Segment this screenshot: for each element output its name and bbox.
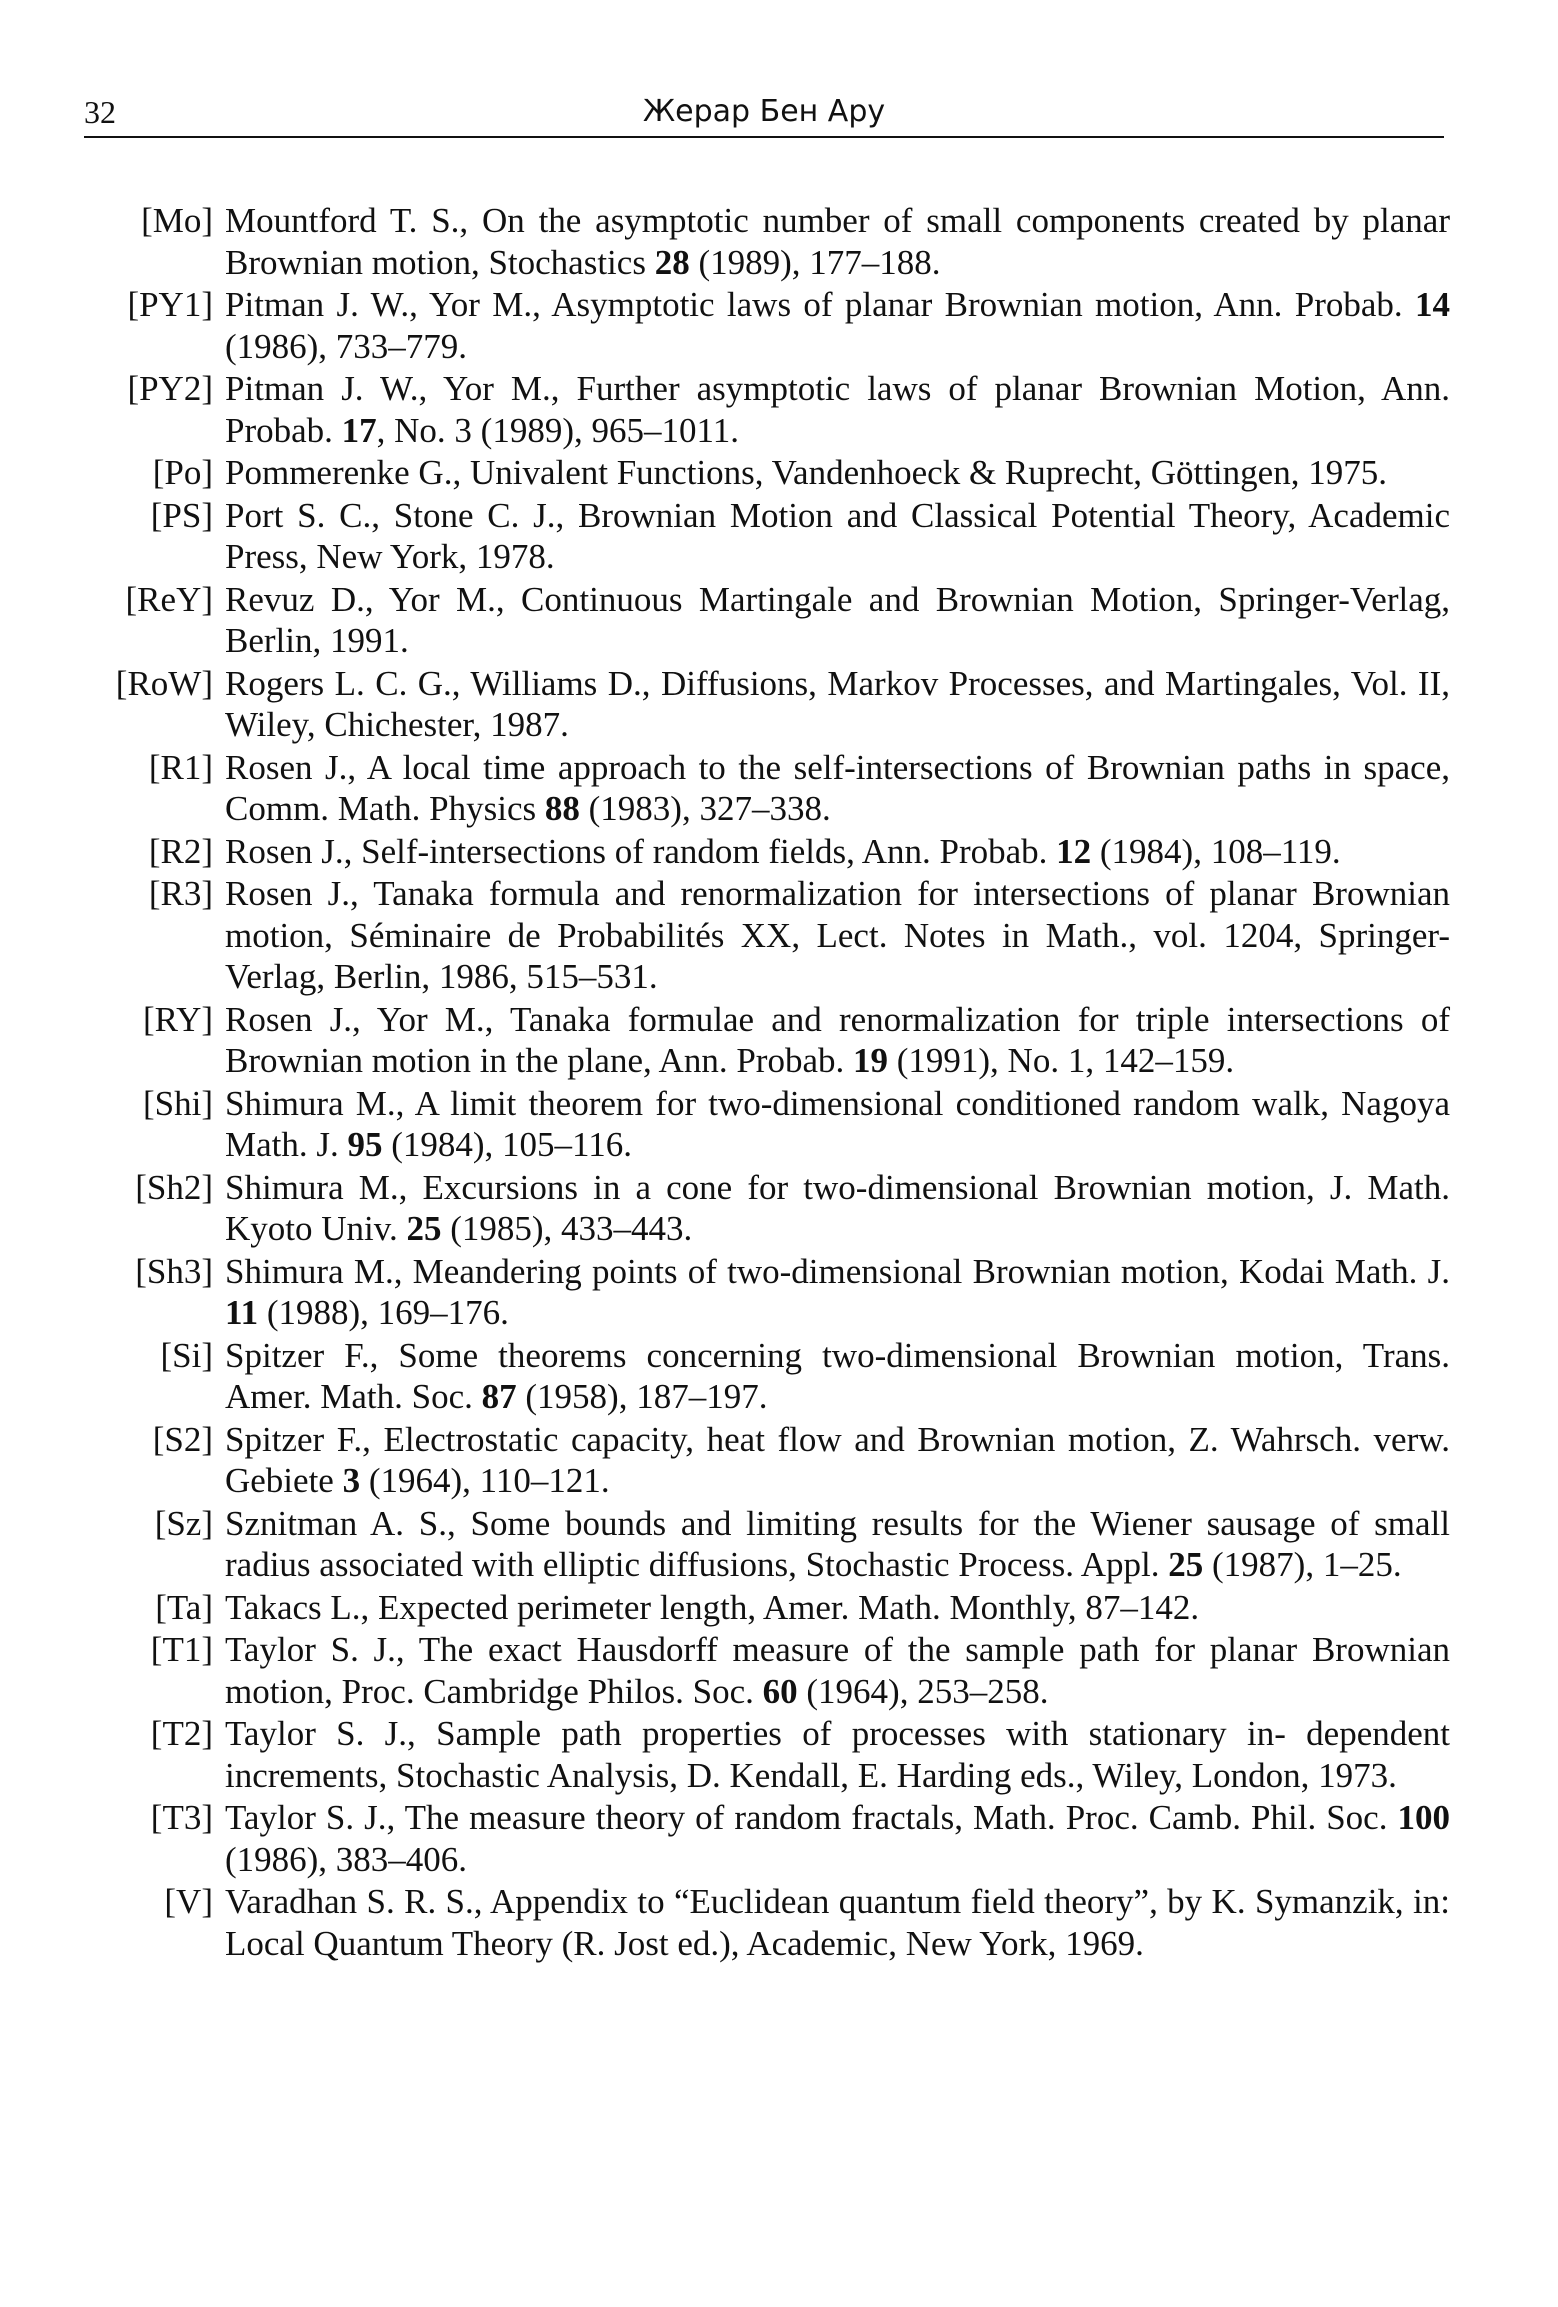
reference-key: [Ta] <box>155 1587 213 1627</box>
reference-text: Pitman J. W., Yor M., Asymptotic laws of planar Brownian motion, Ann. Probab. 14 (1986), 733–779. <box>225 285 1450 366</box>
reference-entry <box>100 1167 1450 1250</box>
reference-key: [Sh2] <box>135 1167 213 1207</box>
reference-key: [PS] <box>150 495 213 535</box>
reference-key: [PY2] <box>127 369 213 408</box>
reference-text: Rosen J., Tanaka formula and renormalization for intersections of planar Brownian motion, Séminaire de Probabilités XX, Lect. Notes in Math., vol. 1204, Springer-Verlag, Berlin, 1986, 515–531. <box>225 874 1450 996</box>
reference-entry <box>100 873 1450 998</box>
reference-entry <box>100 1335 1450 1418</box>
reference-text: Rosen J., A local time approach to the self-intersections of Brownian paths in space, Comm. Math. Physics 88 (1983), 327–338. <box>225 747 1450 828</box>
reference-entry <box>100 1881 1450 1964</box>
reference-entry <box>100 579 1450 662</box>
reference-list <box>100 200 1450 1965</box>
page-header <box>84 92 1444 138</box>
reference-entry <box>100 1083 1450 1166</box>
volume-number: 25 <box>406 1209 442 1248</box>
volume-number: 100 <box>1397 1798 1450 1837</box>
reference-entry <box>100 831 1450 873</box>
reference-key: [Sz] <box>154 1503 213 1543</box>
reference-key: [Si] <box>160 1335 213 1375</box>
reference-text: Spitzer F., Some theorems concerning two-dimensional Brownian motion, Trans. Amer. Math. Soc. 87 (1958), 187–197. <box>225 1335 1450 1416</box>
reference-text: Pommerenke G., Univalent Functions, Vandenhoeck & Ruprecht, Göttingen, 1975. <box>225 453 1387 492</box>
reference-key: [RY] <box>143 999 213 1039</box>
volume-number: 12 <box>1056 831 1092 871</box>
reference-key: [V] <box>164 1882 213 1921</box>
reference-entry <box>100 1629 1450 1712</box>
reference-text: Taylor S. J., The exact Hausdorff measure of the sample path for planar Brownian motion, Proc. Cambridge Philos. Soc. 60 (1964), 253–258. <box>225 1630 1450 1711</box>
reference-entry <box>100 1419 1450 1502</box>
reference-entry <box>100 747 1450 830</box>
reference-key: [Mo] <box>141 201 213 240</box>
reference-text: Rosen J., Self-intersections of random fields, Ann. Probab. 12 (1984), 108–119. <box>225 831 1341 871</box>
reference-entry <box>100 284 1450 367</box>
reference-text: Rogers L. C. G., Williams D., Diffusions, Markov Processes, and Martingales, Vol. II, Wiley, Chichester, 1987. <box>225 663 1450 744</box>
reference-entry <box>100 495 1450 578</box>
reference-key: [R1] <box>148 747 213 787</box>
reference-text: Revuz D., Yor M., Continuous Martingale and Brownian Motion, Springer-Verlag, Berlin, 1991. <box>225 579 1450 660</box>
reference-key: [RoW] <box>115 663 213 703</box>
reference-entry <box>100 1797 1450 1880</box>
reference-text: Shimura M., Meandering points of two-dimensional Brownian motion, Kodai Math. J. 11 (1988), 169–176. <box>225 1251 1450 1332</box>
reference-text: Shimura M., Excursions in a cone for two-dimensional Brownian motion, J. Math. Kyoto Univ. 25 (1985), 433–443. <box>225 1167 1450 1248</box>
page-number: 32 <box>84 94 116 130</box>
reference-entry <box>100 452 1450 494</box>
reference-key: [PY1] <box>127 285 213 324</box>
reference-key: [Sh3] <box>135 1251 213 1291</box>
reference-text: Varadhan S. R. S., Appendix to “Euclidean quantum field theory”, by K. Symanzik, in: Local Quantum Theory (R. Jost ed.), Academic, New York, 1969. <box>225 1882 1450 1963</box>
reference-key: [R3] <box>148 874 213 913</box>
reference-text: Rosen J., Yor M., Tanaka formulae and renormalization for triple intersections of Brownian motion in the plane, Ann. Probab. 19 (1991), No. 1, 142–159. <box>225 999 1450 1080</box>
volume-number: 3 <box>342 1461 361 1500</box>
reference-text: Pitman J. W., Yor M., Further asymptotic laws of planar Brownian Motion, Ann. Probab. 17, No. 3 (1989), 965–1011. <box>225 369 1450 450</box>
reference-entry <box>100 1713 1450 1796</box>
reference-text: Port S. C., Stone C. J., Brownian Motion and Classical Potential Theory, Academic Press, New York, 1978. <box>225 495 1450 576</box>
volume-number: 17 <box>341 410 377 450</box>
running-title: Жерар Бен Ару <box>642 94 886 129</box>
volume-number: 28 <box>654 242 690 282</box>
reference-entry <box>100 663 1450 746</box>
volume-number: 88 <box>544 789 580 828</box>
volume-number: 14 <box>1415 285 1450 324</box>
reference-key: [R2] <box>148 831 213 871</box>
reference-key: [S2] <box>152 1419 213 1459</box>
reference-key: [ReY] <box>125 579 213 619</box>
reference-key: [Po] <box>152 453 213 492</box>
reference-key: [Shi] <box>143 1083 213 1123</box>
reference-text: Mountford T. S., On the asymptotic number of small components created by planar Brownian motion, Stochastics 28 (1989), 177–188. <box>225 201 1450 282</box>
volume-number: 95 <box>347 1125 383 1164</box>
volume-number: 60 <box>762 1671 798 1711</box>
reference-text: Taylor S. J., Sample path properties of processes with stationary in- dependent increments, Stochastic Analysis, D. Kendall, E. Harding eds., Wiley, London, 1973. <box>225 1714 1450 1795</box>
reference-text: Spitzer F., Electrostatic capacity, heat flow and Brownian motion, Z. Wahrsch. verw. Gebiete 3 (1964), 110–121. <box>225 1419 1450 1500</box>
reference-entry <box>100 1503 1450 1586</box>
volume-number: 11 <box>225 1293 259 1332</box>
reference-entry <box>100 999 1450 1082</box>
reference-entry <box>100 1251 1450 1334</box>
volume-number: 87 <box>481 1377 517 1416</box>
reference-text: Sznitman A. S., Some bounds and limiting results for the Wiener sausage of small radius associated with elliptic diffusions, Stochastic Process. Appl. 25 (1987), 1–25. <box>225 1503 1450 1584</box>
reference-text: Taylor S. J., The measure theory of random fractals, Math. Proc. Camb. Phil. Soc. 100 (1986), 383–406. <box>225 1798 1450 1879</box>
reference-text: Shimura M., A limit theorem for two-dimensional conditioned random walk, Nagoya Math. J. 95 (1984), 105–116. <box>225 1083 1450 1164</box>
volume-number: 19 <box>852 1041 888 1080</box>
reference-key: [T3] <box>150 1798 213 1837</box>
reference-entry <box>100 1587 1450 1629</box>
volume-number: 25 <box>1168 1545 1204 1584</box>
reference-key: [T2] <box>150 1714 213 1753</box>
reference-entry <box>100 368 1450 451</box>
reference-entry <box>100 200 1450 283</box>
reference-text: Takacs L., Expected perimeter length, Amer. Math. Monthly, 87–142. <box>225 1587 1200 1627</box>
reference-key: [T1] <box>150 1630 213 1669</box>
